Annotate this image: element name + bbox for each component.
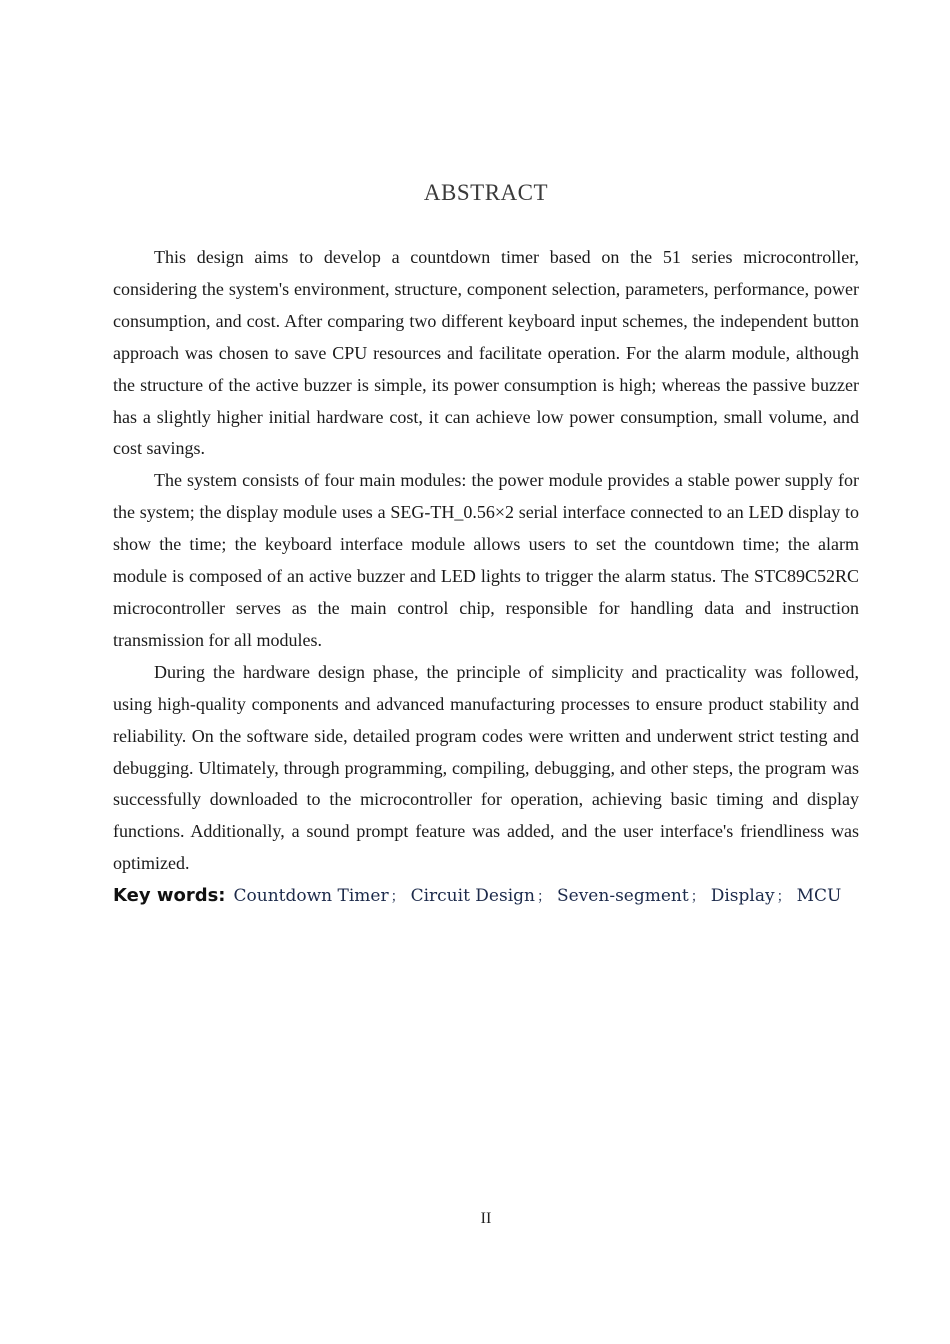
keyword-item: Countdown Timer [233,886,389,906]
keywords-line [113,880,873,912]
keyword-item: Circuit Design [410,886,535,906]
keyword-separator: ； [390,889,405,905]
abstract-body [113,242,859,880]
keyword-separator: ； [776,889,791,905]
abstract-paragraph-2: The system consists of four main modules: the power module provides a stable power supply for the system; the display module uses a SEG-TH_0.56×2 serial interface connected to an LED display to show the time; the keyboard interface module allows users to set the countdown time; the alarm module is composed of an active buzzer and LED lights to trigger the alarm status. The STC89C52RC microcontroller serves as the main control chip, responsible for handling data and instruction transmission for all modules. [113,470,859,650]
keyword-separator: ； [690,889,705,905]
page-number: II [480,1210,492,1227]
keyword-item: MCU [796,886,842,906]
abstract-title: ABSTRACT [423,180,549,205]
keywords-label: Key words: [113,885,226,906]
keyword-item: Display [710,886,775,906]
abstract-paragraph-3: During the hardware design phase, the principle of simplicity and practicality was followed, using high-quality components and advanced manufacturing processes to ensure product stability and reliability. On the software side, detailed program codes were written and underwent strict testing and debugging. Ultimately, through programming, compiling, debugging, and other steps, the program was successfully downloaded to the microcontroller for operation, achieving basic timing and display functions. Additionally, a sound prompt feature was added, and the user interface's friendliness was optimized. [113,661,859,874]
keyword-item: Seven-segment [557,886,689,906]
abstract-paragraph-1: This design aims to develop a countdown timer based on the 51 series microcontroller, considering the system's environment, structure, component selection, parameters, performance, power consumption, and cost. After comparing two different keyboard input schemes, the independent button approach was chosen to save CPU resources and facilitate operation. For the alarm module, although the structure of the active buzzer is simple, its power consumption is high; whereas the passive buzzer has a slightly higher initial hardware cost, it can achieve low power consumption, small volume, and cost savings. [113,247,859,459]
keyword-separator: ； [537,889,551,905]
